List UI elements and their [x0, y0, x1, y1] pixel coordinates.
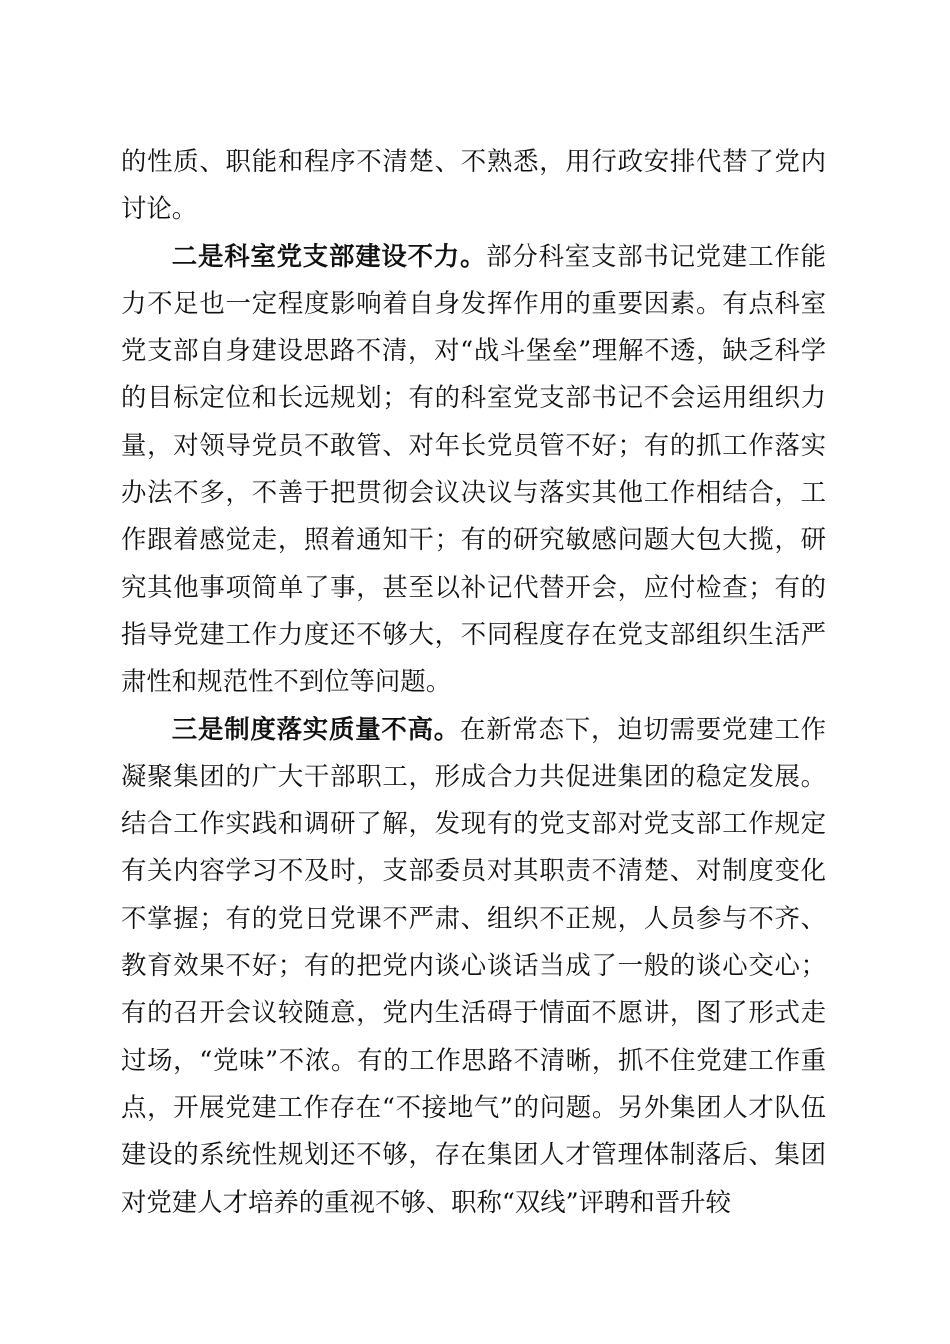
paragraph-body: 部分科室支部书记党建工作能力不足也一定程度影响着自身发挥作用的重要因素。有点科室党支部自身建设思路不清，对“战斗堡垒”理解不透，缺乏科学的目标定位和长远规划；有的科室党支部书记不会运用组织力量，对领导党员不敢管、对年长党员管不好；有的抓工作落实办法不多，不善于把贯彻会议决议与落实其他工作相结合，工作跟着感觉走，照着通知干；有的研究敏感问题大包大揽，研究其他事项简单了事，甚至以补记代替开会，应付检查；有的指导党建工作力度还不够大，不同程度存在党支部组织生活严肃性和规范性不到位等问题。 — [121, 240, 827, 697]
document-body — [121, 138, 826, 1226]
paragraph-heading: 二是科室党支部建设不力。 — [171, 240, 487, 271]
paragraph-body: 的性质、职能和程序不清楚、不熟悉，用行政安排代替了党内讨论。 — [121, 146, 826, 224]
paragraph-system-implementation — [121, 706, 826, 1226]
paragraph-department-branch — [121, 233, 826, 706]
paragraph-body: 在新常态下，迫切需要党建工作凝聚集团的广大干部职工，形成合力共促进集团的稳定发展。结合工作实践和调研了解，发现有的党支部对党支部工作规定有关内容学习不及时，支部委员对其职责不清楚、对制度变化不掌握；有的党日党课不严肃、组织不正规，人员参与不齐、教育效果不好；有的把党内谈心谈话当成了一般的谈心交心；有的召开会议较随意，党内生活碍于情面不愿讲，图了形式走过场，“党味”不浓。有的工作思路不清晰，抓不住党建工作重点，开展党建工作存在“不接地气”的问题。另外集团人才队伍建设的系统性规划还不够，存在集团人才管理体制落后、集团对党建人才培养的重视不够、职称“双线”评聘和晋升较 — [121, 713, 827, 1217]
paragraph-heading: 三是制度落实质量不高。 — [171, 713, 461, 744]
paragraph-continuation — [121, 138, 826, 233]
